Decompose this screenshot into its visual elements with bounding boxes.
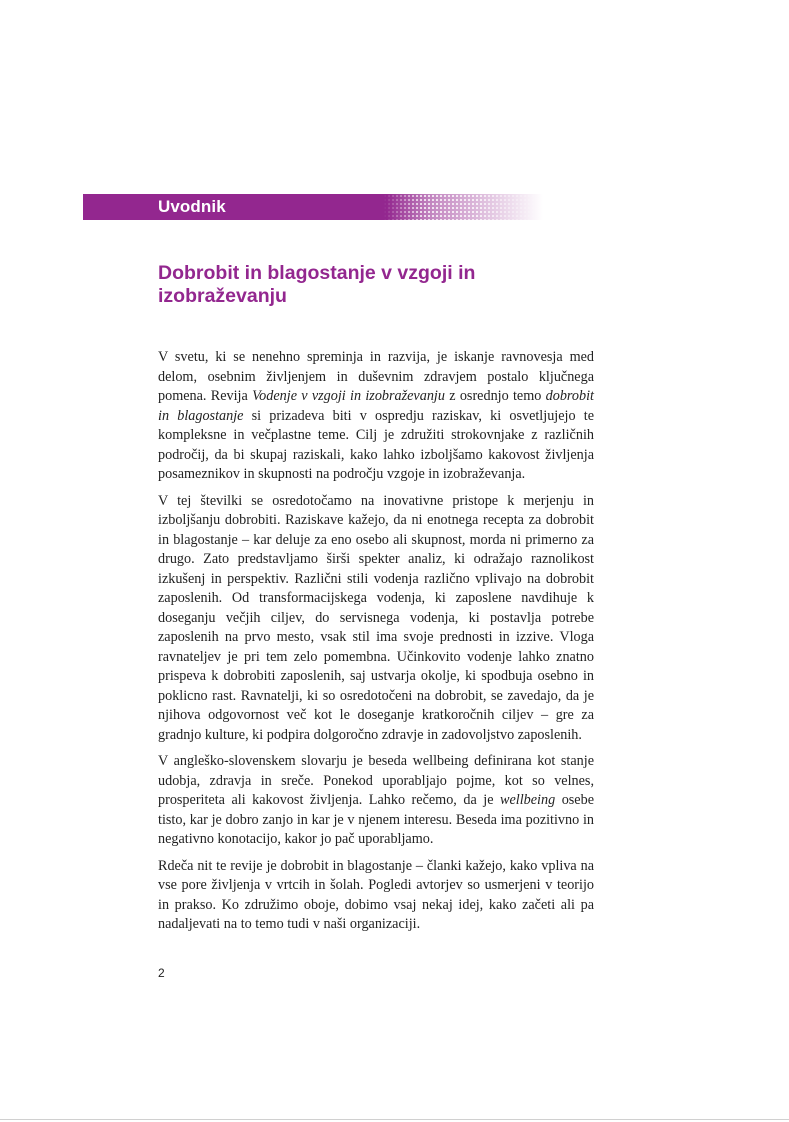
text-run: V angleško-slovenskem slovarju je beseda wellbeing definirana kot stanje udobja, zdravja in sreče. Ponekod uporabljajo pojme, kot so velnes, prosperiteta ali kakovost življenja. Lahko rečemo, da je	[158, 753, 594, 808]
body-paragraph	[158, 492, 594, 746]
dot-pattern-decoration	[383, 194, 543, 220]
body-paragraph	[158, 752, 594, 850]
text-run: V svetu, ki se nenehno spreminja in razvija, je iskanje ravnovesja med delom, osebnim življenjem in duševnim zdravjem postalo ključnega pomena. Revija	[158, 349, 594, 404]
text-run: si prizadeva biti v ospredju raziskav, ki osvetljujejo te kompleksne in večplastne teme. Cilj je združiti strokovnjake z različnih področij, da bi skupaj raziskali, kako lahko izboljšamo kakovost življenja posameznikov in skupnosti na področju vzgoje in izobraževanja.	[158, 407, 594, 482]
page-bottom-divider	[0, 1119, 789, 1120]
italic-run: wellbeing	[500, 792, 556, 808]
article-body	[158, 348, 594, 942]
text-run: osebe tisto, kar je dobro zanjo in kar je v njenem interesu. Beseda ima pozitivno in negativno konotacijo, kakor jo pač uporabljamo.	[158, 792, 594, 847]
body-paragraph	[158, 857, 594, 935]
page-number: 2	[158, 966, 165, 980]
text-run: V tej številki se osredotočamo na inovativne pristope k merjenju in izboljšanju dobrobiti. Raziskave kažejo, da ni enotnega recepta za dobrobit in blagostanje – kar deluje za eno osebo ali skupnost, morda ni primerno za drugo. Zato predstavljamo širši spekter analiz, ki odražajo raznolikost izkušenj in perspektiv. Različni stili vodenja različno vplivajo na dobrobit zaposlenih. Od transformacijskega vodenja, ki zaposlene navdihuje k doseganju večjih ciljev, do servisnega vodenja, ki postavlja potrebe zaposlenih na prvo mesto, vsak stil ima svoje prednosti in izzive. Vloga ravnateljev je pri tem zelo pomembna. Učinkovito vodenje lahko znatno prispeva k dobrobiti zaposlenih, saj ustvarja okolje, ki spodbuja osebno in poklicno rast. Ravnatelji, ki so osredotočeni na dobrobit, se zavedajo, da je njihova odgovornost več kot le doseganje kratkoročnih ciljev – gre za gradnjo kulture, ki podpira dolgoročno zdravje in zadovoljstvo zaposlenih.	[158, 492, 594, 743]
article-title: Dobrobit in blagostanje v vzgoji in izobraževanju	[158, 262, 476, 307]
italic-run: dobrobit in blagostanje	[158, 388, 594, 424]
text-run: z osrednjo temo	[444, 388, 546, 404]
section-label: Uvodnik	[158, 197, 226, 216]
section-header-band	[83, 194, 543, 220]
body-paragraph	[158, 348, 594, 485]
text-run: Rdeča nit te revije je dobrobit in blagostanje – članki kažejo, kako vpliva na vse pore življenja v vrtcih in šolah. Pogledi avtorjev so usmerjeni v teorijo in prakso. Ko združimo oboje, dobimo vsaj nekaj idej, kako začeti ali pa nadaljevati na to temo tudi v naši organizaciji.	[158, 857, 594, 932]
italic-run: Vodenje v vzgoji in izobraževanju	[252, 388, 445, 404]
